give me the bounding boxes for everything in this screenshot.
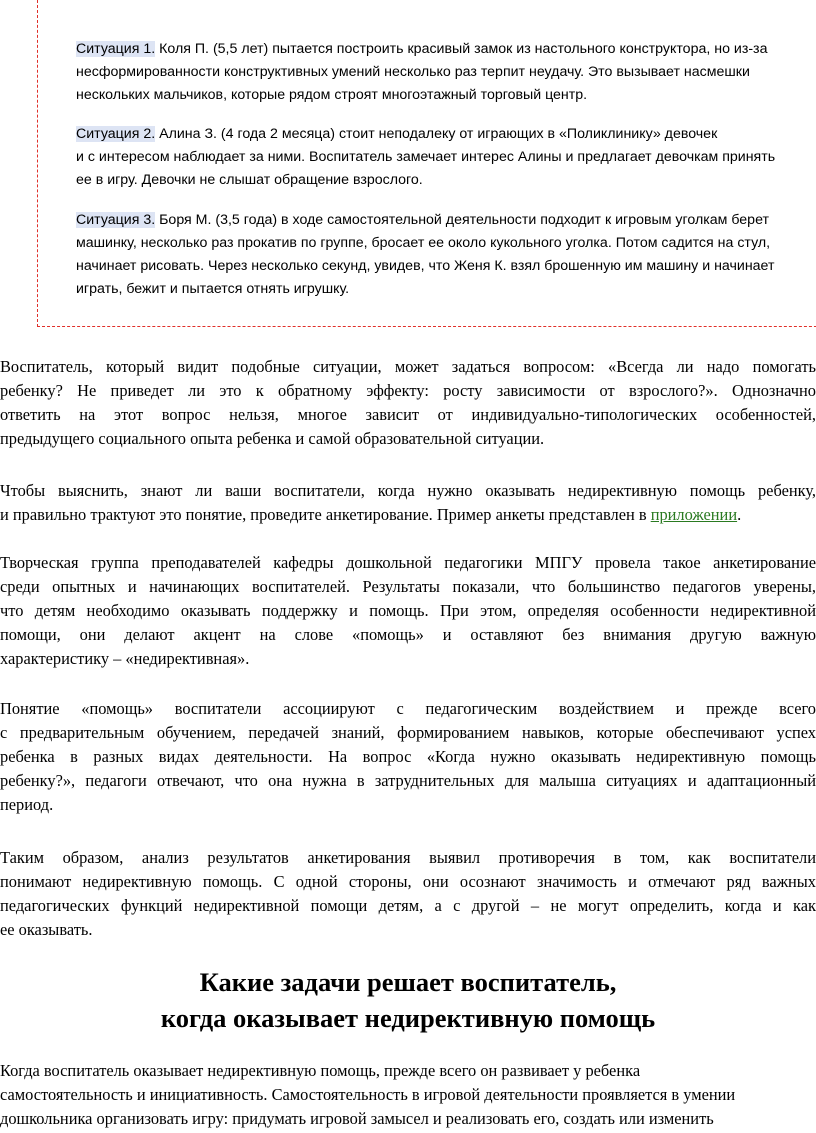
paragraph-5-line-2: понимают недирективную помощь. С одной стороны, они осознают значимость и отмечают ряд важных [0, 872, 816, 891]
situation-2-line-1: Алина З. (4 года 2 месяца) стоит неподалеку от играющих в «Поликлинику» девочек [155, 126, 718, 142]
situation-1-line-2: несформированности конструктивных умений несколько раз терпит неудачу. Это вызывает насмешки [76, 64, 750, 80]
situation-1 [76, 38, 811, 107]
situation-2-line-2: и с интересом наблюдает за ними. Воспитатель замечает интерес Алины и предлагает девочкам принять [76, 149, 776, 165]
paragraph-6 [0, 1059, 816, 1131]
paragraph-6-line-3: дошкольника организовать игру: придумать игровой замысел и реализовать его, создать или изменить [0, 1109, 714, 1128]
situation-1-label: Ситуация 1. [76, 41, 156, 57]
paragraph-5-line-3: педагогических функций недирективной помощи детям, а с другой – не могут определить, когда и как [0, 896, 816, 915]
paragraph-3-line-2: среди опытных и начинающих воспитателей. Результаты показали, что большинство педагогов уверены, [0, 577, 816, 596]
situation-2-line-3: ее в игру. Девочки не слышат обращение взрослого. [76, 172, 423, 188]
paragraph-5 [0, 846, 816, 942]
situation-3-line-3: начинает рисовать. Через несколько секунд, увидев, что Женя К. взял брошенную им машину и начинает [76, 258, 775, 274]
paragraph-2 [0, 479, 816, 527]
paragraph-4 [0, 697, 816, 817]
situation-3-line-1: Боря М. (3,5 года) в ходе самостоятельной деятельности подходит к игровым уголкам берет [155, 212, 769, 228]
paragraph-6-line-2: самостоятельность и инициативность. Самостоятельность в игровой деятельности проявляется в умении [0, 1085, 736, 1104]
paragraph-4-line-5: период. [0, 795, 54, 814]
situation-1-line-3: нескольких мальчиков, которые рядом строят многоэтажный торговый центр. [76, 87, 588, 103]
section-heading [0, 964, 816, 1036]
paragraph-5-line-1: Таким образом, анализ результатов анкетирования выявил противоречия в том, как воспитатели [0, 848, 816, 867]
paragraph-3-line-3: что детям необходимо оказывать поддержку и помощь. При этом, определяя особенности недирективной [0, 601, 816, 620]
paragraph-1 [0, 355, 816, 451]
paragraph-3-line-5: характеристику – «недирективная». [0, 649, 250, 668]
paragraph-4-line-1: Понятие «помощь» воспитатели ассоциируют с педагогическим воздействием и прежде всего [0, 699, 816, 718]
situation-2 [76, 123, 811, 192]
situation-3 [76, 209, 811, 301]
paragraph-1-line-3: ответить на этот вопрос нельзя, многое зависит от индивидуально-типологических особенностей, [0, 405, 816, 424]
paragraph-4-line-3: ребенка в разных видах деятельности. На вопрос «Когда нужно оказывать недирективную помощь [0, 747, 816, 766]
paragraph-6-line-1: Когда воспитатель оказывает недирективную помощь, прежде всего он развивает у ребенка [0, 1061, 641, 1080]
paragraph-3-line-4: помощи, они делают акцент на слове «помощь» и оставляют без внимания другую важную [0, 625, 816, 644]
section-heading-line-1: Какие задачи решает воспитатель, [199, 967, 617, 997]
paragraph-2-line-1: Чтобы выяснить, знают ли ваши воспитатели, когда нужно оказывать недирективную помощь ребенку, [0, 481, 816, 500]
paragraph-5-line-4: ее оказывать. [0, 920, 93, 939]
situation-2-label: Ситуация 2. [76, 126, 156, 142]
paragraph-4-line-2: с предварительным обучением, передачей знаний, формированием навыков, которые обеспечивают успех [0, 723, 816, 742]
paragraph-1-line-1: Воспитатель, который видит подобные ситуации, может задаться вопросом: «Всегда ли надо помогать [0, 357, 816, 376]
paragraph-1-line-2: ребенку? Не приведет ли это к обратному эффекту: росту зависимости от взрослого?». Однозначно [0, 381, 816, 400]
paragraph-1-line-4: предыдущего социального опыта ребенка и самой образовательной ситуации. [0, 429, 545, 448]
situation-1-line-1: Коля П. (5,5 лет) пытается построить красивый замок из настольного конструктора, но из-за [155, 41, 768, 57]
section-heading-line-2: когда оказывает недирективную помощь [160, 1003, 656, 1033]
paragraph-3 [0, 551, 816, 671]
situation-3-line-4: играть, бежит и пытается отнять игрушку. [76, 281, 350, 297]
appendix-link[interactable]: приложении [650, 505, 738, 524]
paragraph-4-line-4: ребенку?», педагоги отвечают, что она нужна в затруднительных для малыша ситуациях и адаптационный [0, 771, 816, 790]
situation-3-label: Ситуация 3. [76, 212, 156, 228]
paragraph-2-line-2-end: . [737, 505, 742, 524]
paragraph-2-line-2-text: и правильно трактуют это понятие, проведите анкетирование. Пример анкеты представлен в [0, 505, 651, 524]
paragraph-2-line-2 [0, 503, 816, 527]
paragraph-3-line-1: Творческая группа преподавателей кафедры дошкольной педагогики МПГУ провела такое анкетирование [0, 553, 816, 572]
situation-3-line-2: машинку, несколько раз прокатив по группе, бросает ее около кукольного уголка. Потом садится на стул, [76, 235, 771, 251]
